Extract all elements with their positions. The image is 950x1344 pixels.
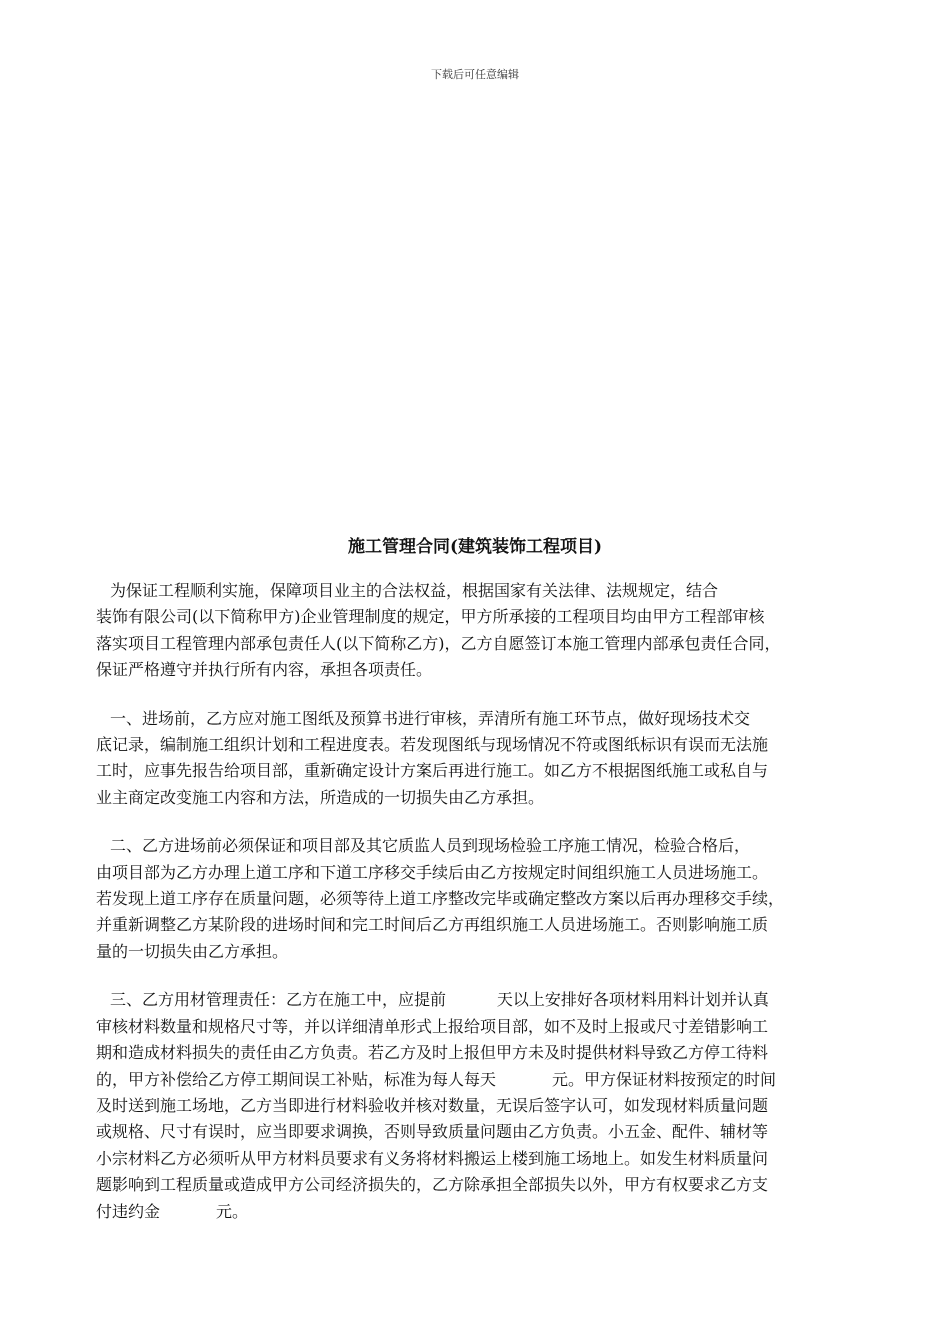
text-line: 期和造成材料损失的责任由乙方负责。若乙方及时上报但甲方未及时提供材料导致乙方停工待料: [96, 1043, 769, 1063]
contract-title: 施工管理合同(建筑装饰工程项目): [347, 537, 603, 557]
text-line: 三、乙方用材管理责任：乙方在施工中，应提前 天以上安排好各项材料用料计划并认真: [110, 990, 769, 1010]
text-line: 题影响到工程质量或造成甲方公司经济损失的，乙方除承担全部损失以外，甲方有权要求乙方支: [96, 1175, 769, 1195]
text-line: 付违约金 元。: [96, 1201, 248, 1221]
text-line: 落实项目工程管理内部承包责任人(以下简称乙方)，乙方自愿签订本施工管理内部承包责任合同，: [96, 633, 781, 653]
intro-paragraph: [96, 578, 882, 684]
text-line: 的，甲方补偿给乙方停工期间误工补贴，标准为每人每天 元。甲方保证材料按预定的时间: [96, 1069, 776, 1089]
text-line: 为保证工程顺利实施，保障项目业主的合法权益，根据国家有关法律、法规规定，结合: [110, 581, 719, 600]
text-line: 底记录，编制施工组织计划和工程进度表。若发现图纸与现场情况不符或图纸标识有误而无法施: [96, 735, 769, 755]
text-line: 及时送到施工场地，乙方当即进行材料验收并核对数量，无误后签字认可，如发现材料质量问题: [96, 1095, 769, 1115]
text-line: 审核材料数量和规格尺寸等，并以详细清单形式上报给项目部，如不及时上报或尺寸差错影响工: [96, 1016, 769, 1036]
text-line: 并重新调整乙方某阶段的进场时间和完工时间后乙方再组织施工人员进场施工。否则影响施工质: [96, 915, 769, 935]
text-line: 一、进场前，乙方应对施工图纸及预算书进行审核，弄清所有施工环节点，做好现场技术交: [110, 708, 751, 728]
clause-2-paragraph: [96, 833, 882, 965]
page-header-note: 下载后可任意编辑: [431, 68, 519, 81]
text-line: 小宗材料乙方必须听从甲方材料员要求有义务将材料搬运上楼到施工场地上。如发生材料质量问: [96, 1148, 769, 1168]
text-line: 或规格、尺寸有误时，应当即要求调换，否则导致质量问题由乙方负责。小五金、配件、辅材等: [96, 1122, 769, 1142]
contract-body: [96, 578, 882, 1247]
text-line: 量的一切损失由乙方承担。: [96, 941, 289, 961]
text-line: 保证严格遵守并执行所有内容，承担各项责任。: [96, 660, 433, 680]
text-line: 若发现上道工序存在质量问题，必须等待上道工序整改完毕或确定整改方案以后再办理移交手续，: [96, 889, 785, 909]
clause-3-paragraph: [96, 987, 882, 1225]
clause-1-paragraph: [96, 706, 882, 812]
text-line: 装饰有限公司(以下简称甲方)企业管理制度的规定，甲方所承接的工程项目均由甲方工程部审核: [96, 607, 765, 627]
text-line: 工时，应事先报告给项目部，重新确定设计方案后再进行施工。如乙方不根据图纸施工或私自与: [96, 761, 769, 781]
text-line: 业主商定改变施工内容和方法，所造成的一切损失由乙方承担。: [96, 787, 545, 807]
text-line: 二、乙方进场前必须保证和项目部及其它质监人员到现场检验工序施工情况，检验合格后，: [110, 836, 751, 856]
text-line: 由项目部为乙方办理上道工序和下道工序移交手续后由乙方按规定时间组织施工人员进场施工。: [96, 862, 769, 882]
